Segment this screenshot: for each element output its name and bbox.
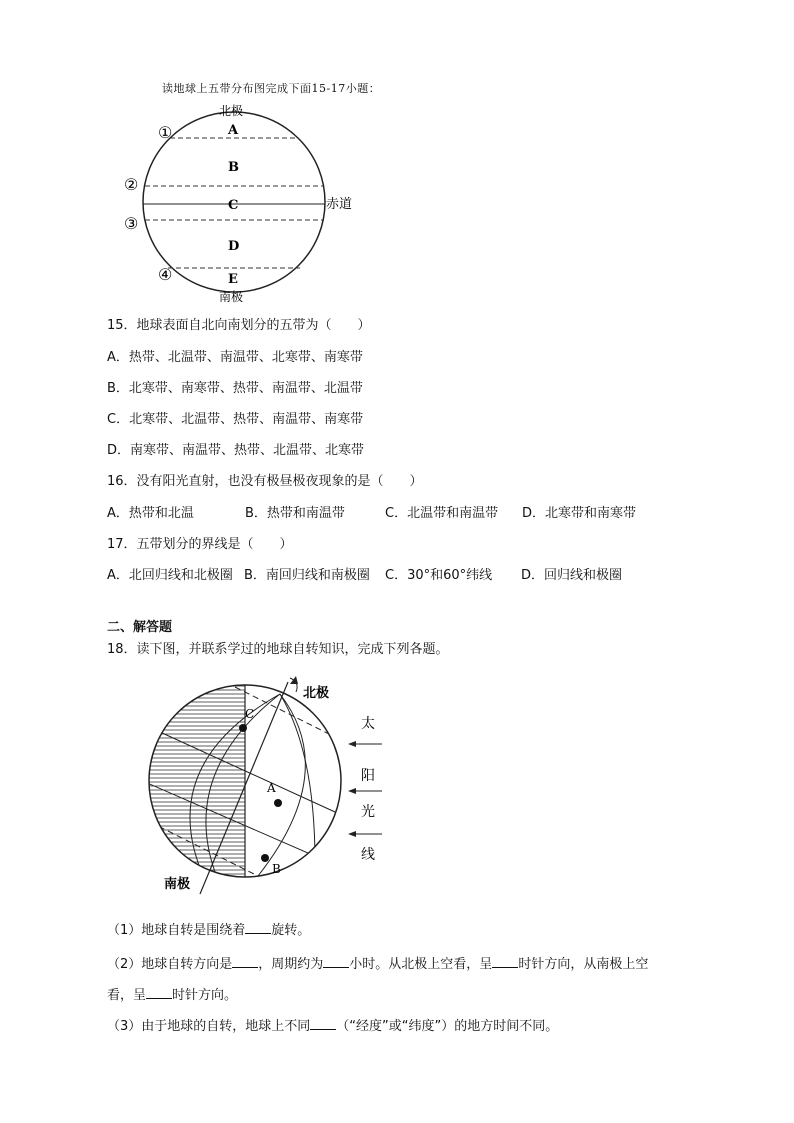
point-a-label: A: [267, 781, 276, 795]
north-pole-label-2: 北极: [303, 686, 330, 701]
zone-d-label: D: [228, 239, 240, 254]
point-c-label: C: [245, 707, 255, 721]
sunlight-arrow-1: [348, 741, 382, 747]
q15-option-b: B．北寒带、南寒带、热带、南温带、北温带: [107, 381, 363, 396]
marker-2: ②: [124, 175, 139, 194]
zone-a-label: A: [228, 123, 239, 138]
q15-option-d: D．南寒带、南温带、热带、北温带、北寒带: [107, 443, 365, 458]
answer-blank[interactable]: [492, 955, 518, 968]
zone-e-label: E: [228, 272, 238, 287]
q18-sub2-e: 看，呈: [107, 988, 147, 1003]
q15-stem: 15．地球表面自北向南划分的五带为（ ）: [107, 318, 371, 333]
q16-option-d: D．北寒带和南寒带: [522, 506, 637, 521]
q15-option-a: A．热带、北温带、南温带、北寒带、南寒带: [107, 350, 363, 365]
zone-c-label: C: [228, 198, 239, 213]
q18-sub3-pre: （3）由于地球的自转，地球上不同: [107, 1019, 311, 1034]
marker-1: ①: [158, 123, 173, 142]
marker-3: ③: [124, 214, 139, 233]
sunlight-arrow-3: [348, 831, 382, 837]
q18-sub1-post: 旋转。: [271, 923, 311, 938]
sun-char-3: 光: [361, 804, 375, 820]
point-b-label: B: [272, 862, 281, 876]
answer-blank[interactable]: [245, 921, 271, 934]
q18-sub3-post: （“经度”或“纬度”）的地方时间不同。: [336, 1019, 559, 1034]
south-pole-label-2: 南极: [164, 877, 191, 892]
q18-stem: 18．读下图，并联系学过的地球自转知识，完成下列各题。: [107, 642, 449, 657]
intro-text: 读地球上五带分布图完成下面15-17小题：: [162, 82, 381, 95]
q16-option-a: A．热带和北温: [107, 506, 194, 521]
q18-sub2-d: 时针方向，从南极上空: [518, 957, 649, 972]
zone-b-label: B: [228, 160, 239, 175]
sun-char-1: 太: [361, 716, 375, 732]
answer-blank[interactable]: [310, 1017, 336, 1030]
q18-sub1: [107, 921, 310, 939]
q18-sub2-c: 小时。从北极上空看，呈: [349, 957, 493, 972]
five-zones-diagram: [118, 100, 378, 310]
section-heading: 二、解答题: [107, 620, 173, 635]
earth-rotation-diagram: [140, 672, 420, 897]
q16-stem: 16．没有阳光直射，也没有极昼极夜现象的是（ ）: [107, 474, 423, 489]
q18-sub2-line1: [107, 955, 648, 973]
q17-option-a: A．北回归线和北极圈: [107, 568, 233, 583]
north-pole-label: 北极: [219, 104, 244, 118]
south-pole-label: 南极: [219, 290, 244, 304]
sun-char-2: 阳: [361, 768, 375, 784]
q17-option-d: D．回归线和极圈: [521, 568, 623, 583]
q16-option-c: C．北温带和南温带: [385, 506, 499, 521]
answer-blank[interactable]: [232, 955, 258, 968]
sunlight-arrow-2: [348, 788, 382, 794]
q18-sub2-b: ，周期约为: [258, 957, 324, 972]
answer-blank[interactable]: [146, 986, 172, 999]
q15-option-c: C．北寒带、北温带、热带、南温带、南寒带: [107, 412, 364, 427]
equator-label: 赤道: [326, 197, 353, 212]
q18-sub3: [107, 1017, 558, 1035]
q16-option-b: B．热带和南温带: [245, 506, 345, 521]
q17-option-b: B．南回归线和南极圈: [244, 568, 370, 583]
q18-sub2-a: （2）地球自转方向是: [107, 957, 233, 972]
q18-sub2-line2: [107, 986, 237, 1004]
q18-sub2-f: 时针方向。: [172, 988, 238, 1003]
answer-blank[interactable]: [323, 955, 349, 968]
marker-4: ④: [158, 265, 173, 284]
sun-char-4: 线: [361, 847, 375, 863]
q18-sub1-pre: （1）地球自转是围绕着: [107, 923, 246, 938]
q17-option-c: C．30°和60°纬线: [385, 568, 493, 583]
q17-stem: 17．五带划分的界线是（ ）: [107, 537, 293, 552]
